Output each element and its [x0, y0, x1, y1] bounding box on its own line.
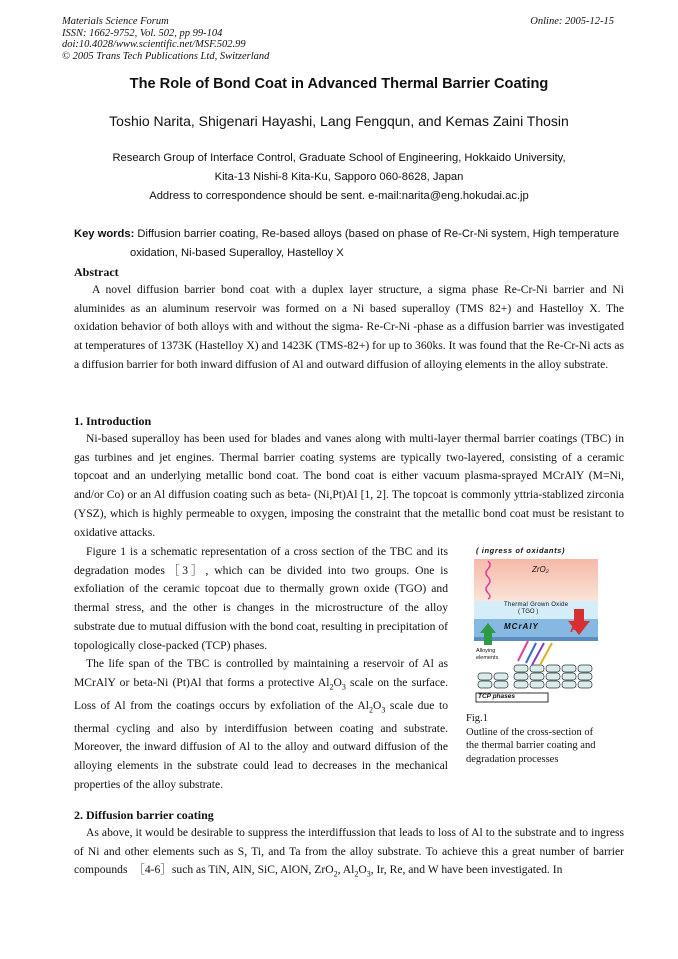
tcp-label: TCP phases [478, 693, 515, 700]
intro-heading: 1. Introduction [74, 414, 152, 428]
keywords-label: Key words: [74, 228, 135, 240]
keywords-line-1 [74, 228, 634, 240]
keywords-text-1: Diffusion barrier coating, Re-based alloys (based on phase of Re-Cr-Ni system, High temperature [137, 228, 620, 240]
figure-number: Fig.1 [466, 713, 488, 724]
paper-title: The Role of Bond Coat in Advanced Thermal Barrier Coating [129, 76, 549, 92]
intro-paragraph-2: Figure 1 is a schematic representation of a cross section of the TBC and its degradation modes［3］, which can be divided into two groups. One is exfoliation of the ceramic topcoat due to thermally grown oxide (TGO) and thermal stress, and the other is changes in the microstructure of the alloy substrate due to mutual diffusion with the bond coat, resulting in precipitation of topologically close-packed (TCP) phases. [74, 545, 448, 652]
alloying-elements-label: Alloying elements [476, 648, 499, 661]
intro-paragraph-3: The life span of the TBC is controlled by maintaining a reservoir of Al as MCrAlY or beta-Ni (Pt)Al that forms a protective $Al_2O_3$ scale on the surface. Loss of Al from the coatings occurs by exfoliation of the $Al_2O_3$ scale due to thermal cycling and also by interdiffusion between coating and substrate. Moreover, the inward diffusion of Al to the alloy and outward diffusion of the alloying elements in the substrate could lead to decreases in the mechanical properties of the alloy substrate. [74, 657, 449, 791]
section-2-heading: 2. Diffusion barrier coating [74, 808, 214, 822]
zro2-label: ZrO₂ [532, 565, 549, 574]
correspondence-line: Address to correspondence should be sent. e-mail:narita@eng.hokudai.ac.jp [149, 190, 529, 202]
abstract-heading: Abstract [74, 265, 119, 279]
intro-paragraph-1: Ni-based superalloy has been used for blades and vanes along with multi-layer thermal barrier coatings (TBC) in gas turbines and jet engines. Thermal barrier coating systems are typically two-layered, consisting of a ceramic topcoat and an underlying metallic bond coat. The bond coat is either vacuum plasma-sprayed MCrAlY (M=Ni, and/or Co) or an Al diffusion coating such as beta- (Ni,Pt)Al [1, 2]. The topcoat is commonly yttria-stablized zirconia (YSZ), which is highly permeable to oxygen, imposing the constraint that the metallic bond coat must be resistant to oxidative attacks. [74, 432, 624, 539]
doi: doi:10.4028/www.scientific.net/MSF.502.99 [62, 39, 246, 51]
copyright: © 2005 Trans Tech Publications Ltd, Switzerland [62, 50, 270, 62]
ingress-label: ( ingress of oxidants) [476, 546, 566, 555]
figure-1 [474, 545, 604, 705]
figure-1-caption: Fig.1 Outline of the cross-section of the thermal barrier coating and degradation processes [466, 712, 616, 766]
authors: Toshio Narita, Shigenari Hayashi, Lang Fengqun, and Kemas Zaini Thosin [109, 113, 569, 129]
abstract-text: A novel diffusion barrier bond coat with a duplex layer structure, a sigma phase Re-Cr-Ni barrier and Ni aluminides as an aluminum reservoir was formed on a Ni based superalloy (TMS 82+) and Hastelloy X. The oxidation behavior of both alloys with and without the sigma- Re-Cr-Ni -phase as a diffusion barrier was investigated at temperatures of 1373K (Hastelloy X) and 1423K (TMS-82+) for up to 360ks. It was found that the Re-Cr-Ni acts as a diffusion barrier for both inward diffusion of Al and outward diffusion of alloying elements in the alloy substrate. [74, 283, 624, 371]
keywords-text-2: oxidation, Ni-based Superalloy, Hastelloy X [130, 247, 344, 259]
mcraly-label: MCrAlY [504, 622, 539, 631]
affiliation-line-1: Research Group of Interface Control, Graduate School of Engineering, Hokkaido University, [112, 152, 566, 164]
issn: ISSN: 1662-9752, Vol. 502, pp 99-104 [62, 27, 223, 39]
affiliation-line-2: Kita-13 Nishi-8 Kita-Ku, Sapporo 060-8628, Japan [214, 171, 464, 183]
tgo-label-2: ( TGO ) [518, 609, 539, 615]
online-date: Online: 2005-12-15 [530, 16, 614, 27]
al-label: Al [570, 621, 582, 635]
section-2-paragraph: As above, it would be desirable to suppress the interdiffussion that leads to loss of Al to the substrate and to ingress of Ni and other elements such as S, Ti, and Ta from the alloy substrate. To achieve this a great number of barrier compounds ［4-6］such as TiN, AlN, SiC, AlON, ZrO$_2$, $Al_2O_3$, Ir, Re, and W have been investigated. In [74, 826, 624, 879]
journal-name: Materials Science Forum [62, 16, 169, 27]
journal-header [62, 16, 269, 62]
tgo-label-1: Thermal Grown Oxide [504, 602, 569, 608]
